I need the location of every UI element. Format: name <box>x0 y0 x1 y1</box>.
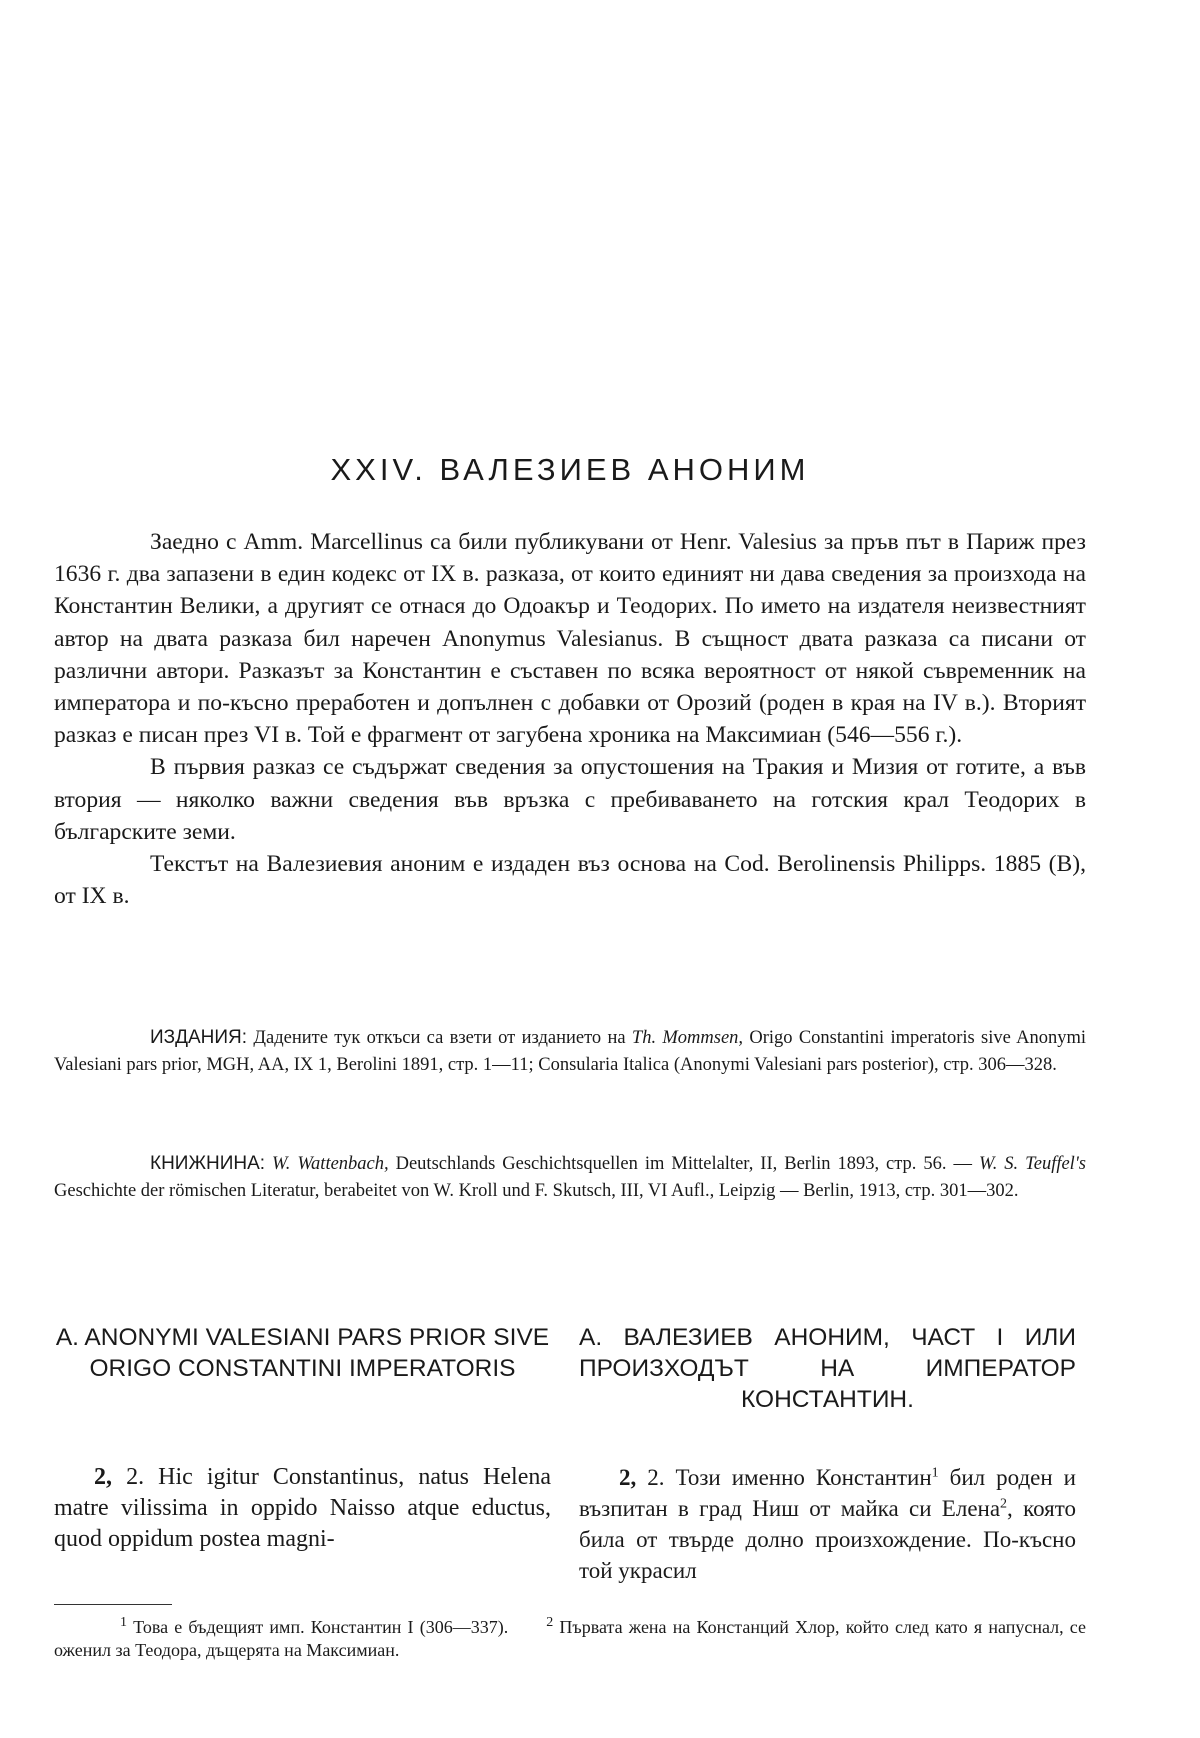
bulgarian-body-1: 2. Този именно Константин <box>636 1465 932 1490</box>
bulgarian-heading: A. ВАЛЕЗИЕВ АНОНИМ, ЧАСТ I ИЛИ ПРОИЗХОДЪТ НА ИМПЕРАТОР КОНСТАНТИН. <box>579 1324 1076 1413</box>
intro-paragraph: Заедно с Amm. Marcellinus са били публикувани от Henr. Valesius за пръв път в Париж през 1636 г. два запазени в един кодекс от IX в. разказа, от които единият ни дава сведения за произхода на Константин Велики, а другият се отнася до Одоакър и Теодорих. По името на издателя неизвестният автор на двата разказа бил наречен Anonymus Valesianus. В същност двата разказа са писани от различни автори. Разказът за Константин е съставен по всяка вероятност от някой съвременник на императора и по-късно преработен и допълнен с добавки от Орозий (роден в края на IV в.). Вторият разказ е писан през VI в. Той е фрагмент от загубена хроника на Максимиан (546—556 г.). <box>54 529 1086 749</box>
footnote-text-2: Първата жена на Констанций Хлор, който след като я напуснал, се оженил за Теодора, дъщерята на Максимиан. <box>54 1617 1087 1660</box>
latin-text <box>54 1462 551 1555</box>
literature-text-2: Geschichte der römischen Literatur, berabeitet von W. Kroll und F. Skutsch, III, VI Aufl., Leipzig — Berlin, 1913, стр. 301—302. <box>54 1181 1019 1201</box>
latin-heading: A. ANONYMI VALESIANI PARS PRIOR SIVE ORIGO CONSTANTINI IMPERATORIS <box>55 1324 550 1382</box>
literature-note <box>54 1150 1086 1205</box>
editions-text-before: Дадените тук откъси са взети от изданието на <box>247 1028 632 1048</box>
footnote-divider <box>54 1604 172 1605</box>
latin-section-number: 2, <box>94 1464 112 1490</box>
literature-author-1: W. Wattenbach, <box>272 1154 389 1174</box>
editions-note <box>54 1024 1086 1079</box>
bulgarian-section-number: 2, <box>619 1465 637 1490</box>
latin-body: 2. Hic igitur Constantinus, natus Helena matre vilissima in oppido Naisso atque eductus, quod oppidum postea magni- <box>54 1464 551 1552</box>
chapter-title: XXIV. ВАЛЕЗИЕВ АНОНИМ <box>330 452 810 487</box>
intro-paragraph: Текстът на Валезиевия аноним е издаден въз основа на Cod. Berolinensis Philipps. 1885 (B), от IX в. <box>54 851 1086 910</box>
footnote-mark-1: 1 <box>120 1615 127 1630</box>
editions-text-after: Origo Constantini imperatoris sive Anonymi Valesiani pars prior, MGH, AA, IX 1, Berolini 1891, стр. 1—11; Consularia Italica (Anonymi Valesiani pars posterior), стр. 306—328. <box>54 1028 1086 1075</box>
bulgarian-body-2: бил роден и възпитан в град Ниш от майка си Елена <box>579 1465 1076 1521</box>
bulgarian-text <box>579 1462 1076 1586</box>
latin-column <box>54 1322 551 1552</box>
literature-author-2: W. S. Teuffel's <box>978 1154 1086 1174</box>
footnote-ref-2: 2 <box>1000 1496 1008 1512</box>
footnote-mark-2: 2 <box>546 1615 554 1630</box>
bulgarian-body-3: , която била от твърде долно произхождение. По-късно той украсил <box>579 1496 1076 1583</box>
book-page <box>54 0 1086 1738</box>
literature-label: КНИЖНИНА: <box>150 1153 266 1174</box>
editions-label: ИЗДАНИЯ: <box>150 1027 248 1048</box>
intro-paragraph: В първия разказ се съдържат сведения за опустошения на Тракия и Мизия от готите, а във втория — няколко важни сведения във връзка с пребиваването на готския крал Теодорих в българските земи. <box>54 754 1086 845</box>
literature-text-1: Deutschlands Geschichtsquellen im Mittelalter, II, Berlin 1893, стр. 56. — <box>388 1154 979 1174</box>
footnotes <box>54 1616 1086 1662</box>
footnote-ref-1: 1 <box>931 1465 939 1481</box>
editions-author: Th. Mommsen, <box>631 1028 744 1048</box>
intro-text <box>54 526 1086 912</box>
bulgarian-column <box>579 1322 1076 1583</box>
footnote-text-1: Това е бъдещият имп. Константин I (306—337). <box>127 1617 509 1637</box>
